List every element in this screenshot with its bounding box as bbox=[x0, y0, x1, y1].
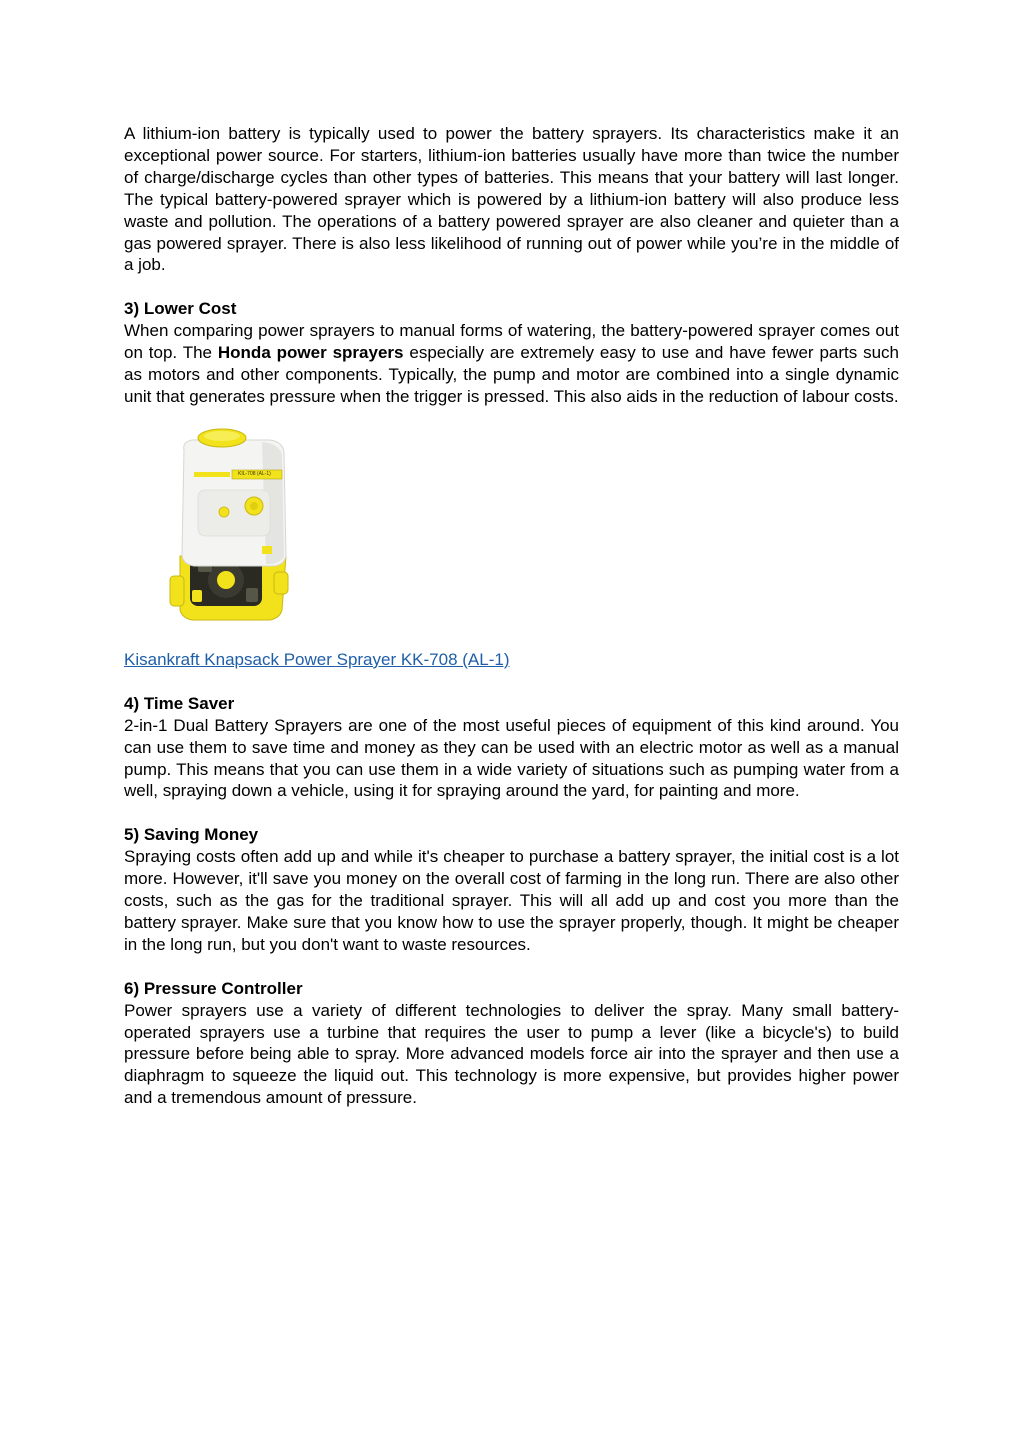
sprayer-product-image bbox=[162, 428, 312, 628]
lower-cost-text-after: especially are extremely easy to use and have fewer parts such as motors and other components. Typically, the pump and motor are combined into a single dynamic unit that generates pressure when the trigger is pressed. This also aids in the reduction of labour costs. bbox=[124, 343, 900, 406]
time-saver-paragraph: 2-in-1 Dual Battery Sprayers are one of the most useful pieces of equipment of this kind around. You can use them to save time and money as they can be used with an electric motor as well as a manual pump. This means that you can use them in a wide variety of situations such as pumping water from a well, spraying down a vehicle, using it for spraying around the yard, for painting and more. bbox=[124, 715, 899, 801]
sprayer-model-label: KIL-708 (AL-1) bbox=[238, 470, 271, 477]
knapsack-sprayer-illustration bbox=[162, 428, 312, 628]
section-heading-time-saver: 4) Time Saver bbox=[124, 693, 235, 713]
section-heading-lower-cost: 3) Lower Cost bbox=[124, 299, 237, 319]
saving-money-paragraph: Spraying costs often add up and while it's cheaper to purchase a battery sprayer, the initial cost is a lot more. However, it'll save you money on the overall cost of farming in the long run. There are also other costs, such as the gas for the traditional sprayer. This will all add up and cost you more than the battery sprayer. Make sure that you know how to use the sprayer properly, though. It might be cheaper in the long run, but you don't want to waste resources. bbox=[124, 847, 899, 954]
intro-paragraph: A lithium-ion battery is typically used to power the battery sprayers. Its characteristics make it an exceptional power source. For starters, lithium-ion batteries usually have more than twice the number of charge/discharge cycles than other types of batteries. This means that your battery will last longer. The typical battery-powered sprayer which is powered by a lithium-ion battery will also produce less waste and pollution. The operations of a battery powered sprayer are also cleaner and quieter than a gas powered sprayer. There is also less likelihood of running out of power while you’re in the middle of a job. bbox=[124, 124, 899, 275]
pressure-controller-paragraph: Power sprayers use a variety of different technologies to deliver the spray. Many small battery-operated sprayers use a turbine that requires the user to pump a lever (like a bicycle's) to build pressure before being able to spray. More advanced models force air into the sprayer and then use a diaphragm to squeeze the liquid out. This technology is more expensive, but provides higher power and a tremendous amount of pressure. bbox=[124, 1000, 899, 1108]
section-heading-pressure-controller: 6) Pressure Controller bbox=[124, 978, 303, 998]
lower-cost-text-before: When comparing power sprayers to manual forms of watering, the battery-powered sprayer comes out on top. The bbox=[124, 321, 899, 363]
honda-power-sprayers-bold: Honda power sprayers bbox=[217, 343, 404, 363]
kisankraft-sprayer-link[interactable]: Kisankraft Knapsack Power Sprayer KK-708 (AL-1) bbox=[124, 649, 510, 669]
section-heading-saving-money: 5) Saving Money bbox=[124, 825, 259, 845]
document-page bbox=[124, 123, 899, 1109]
lower-cost-paragraph bbox=[124, 320, 899, 408]
